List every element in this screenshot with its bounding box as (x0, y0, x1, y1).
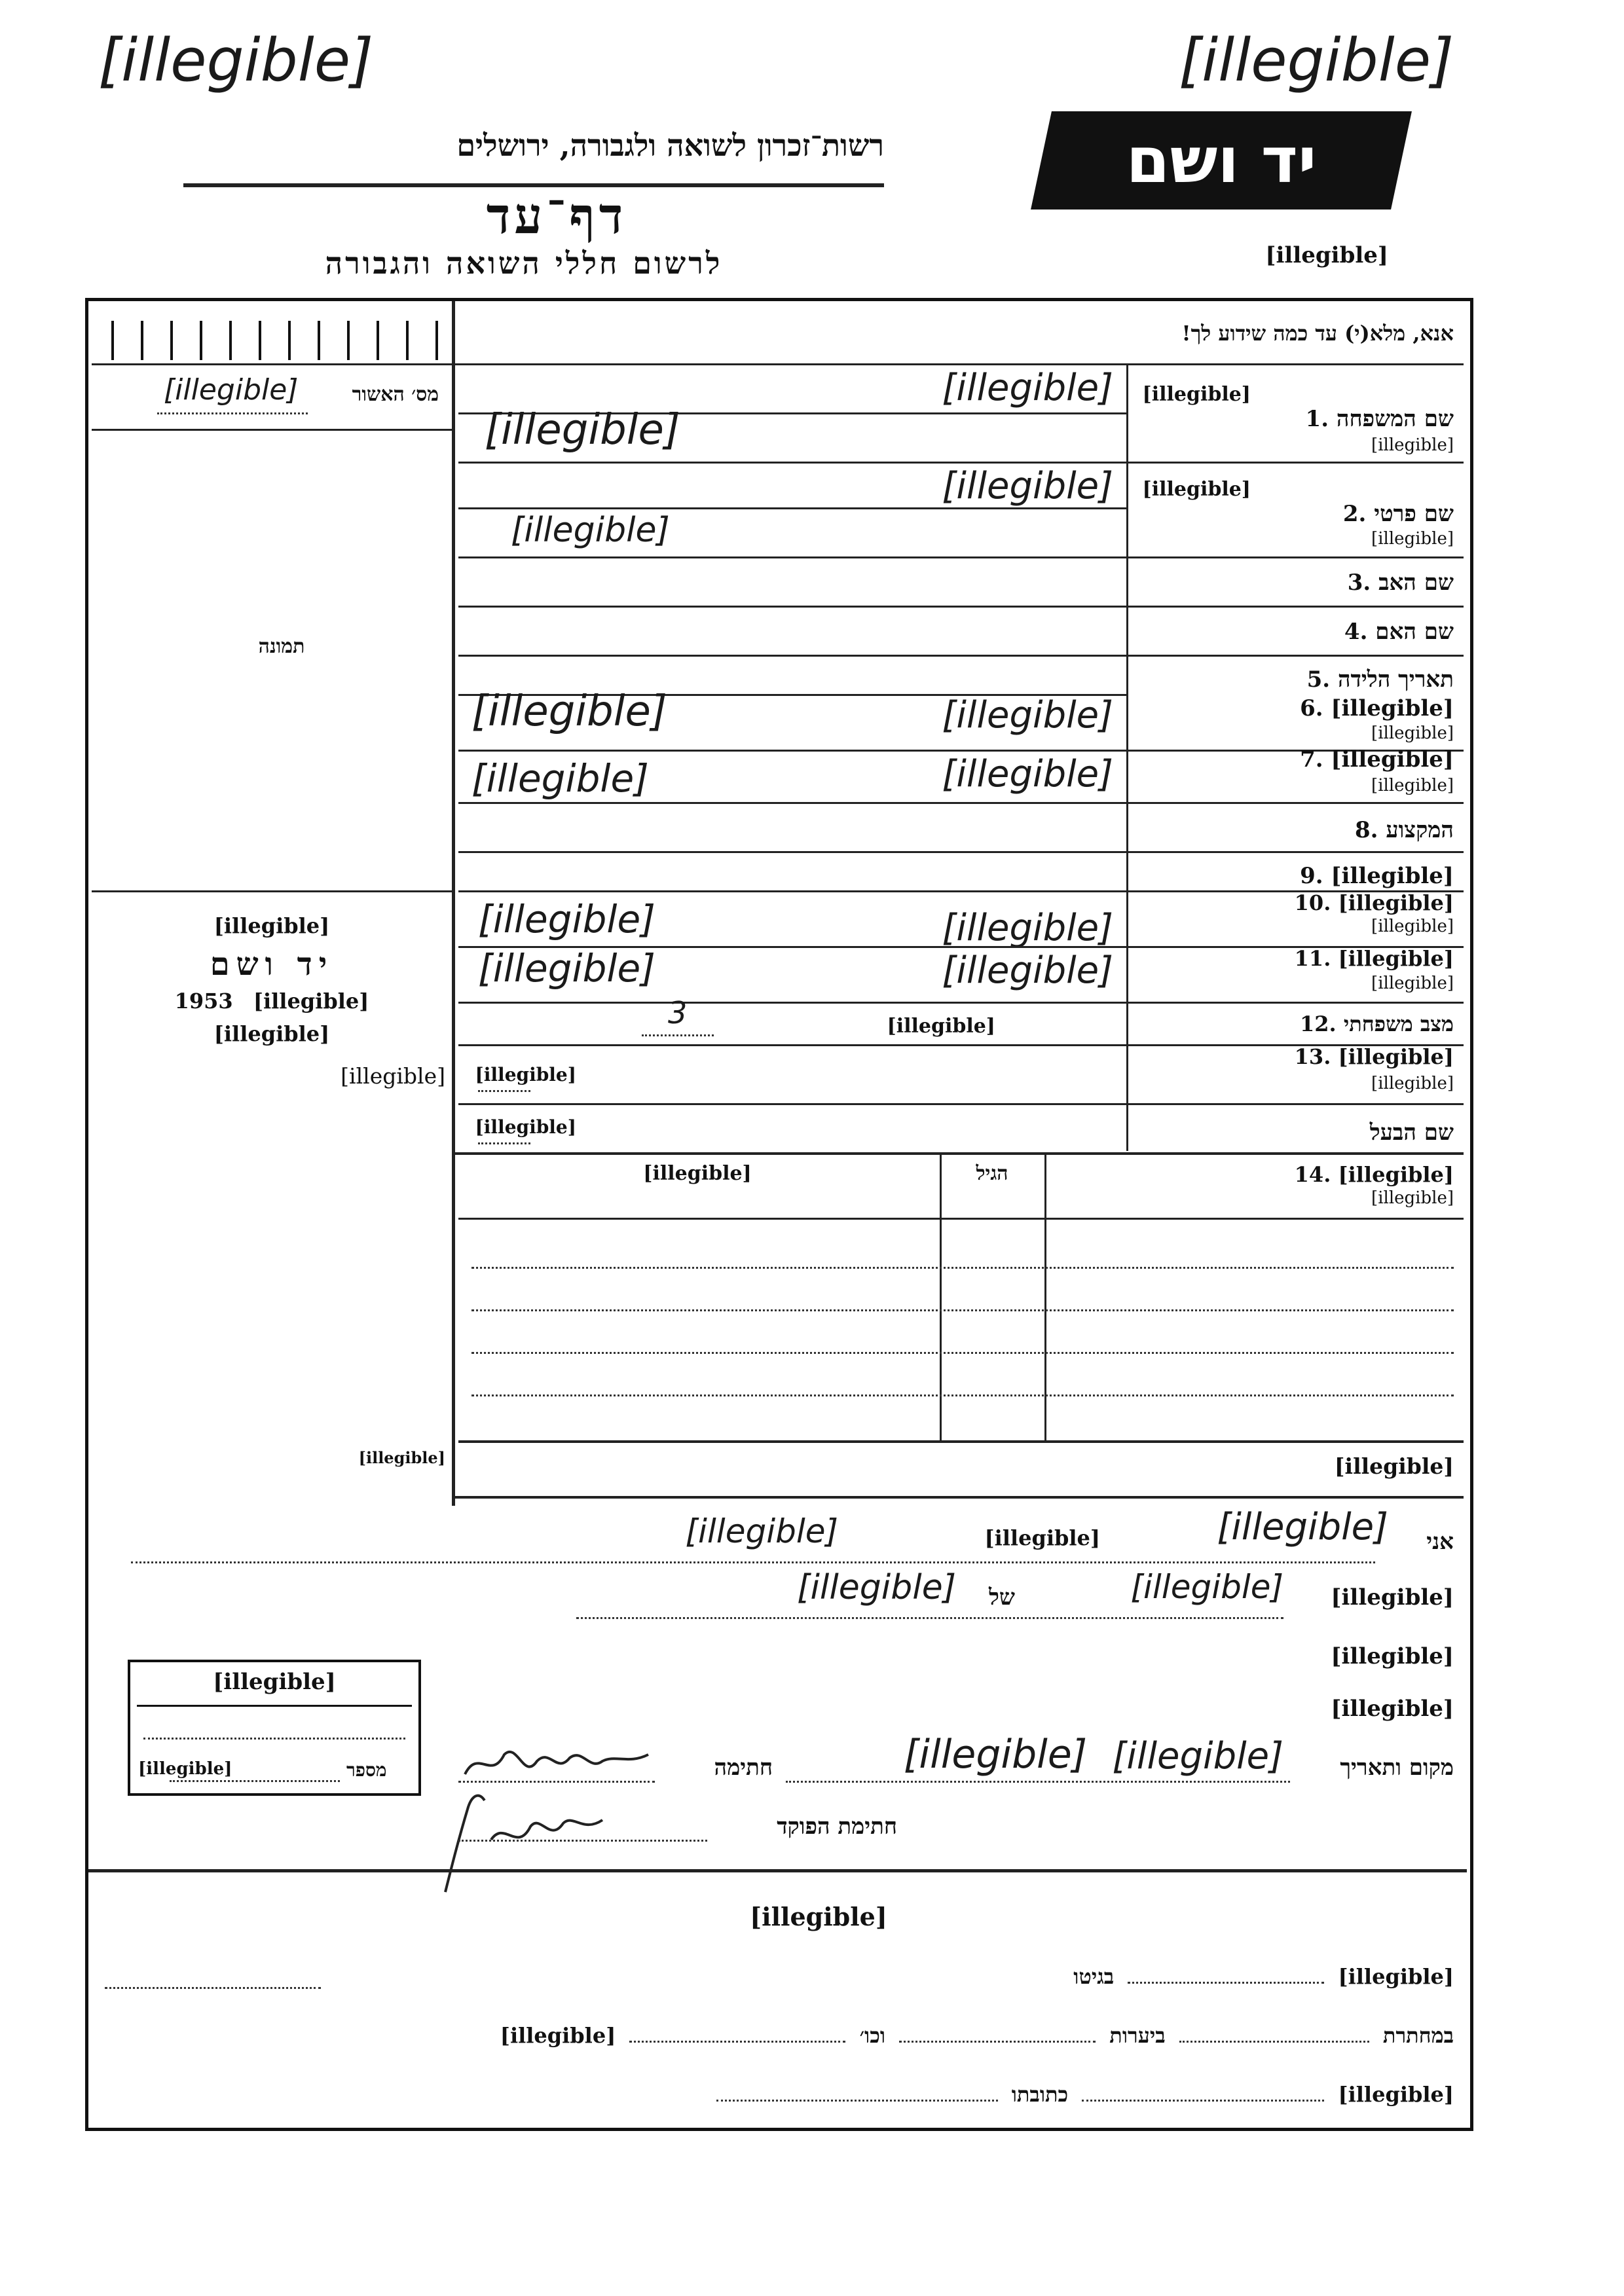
husband-age-label: [illegible] (475, 1116, 576, 1138)
husband-age-line (478, 1142, 530, 1144)
husband-rule (452, 1152, 1464, 1155)
f2-value-latin: [illegible] (511, 511, 670, 550)
bottom-line-3-dots-a (1082, 2100, 1324, 2102)
bottom-line-2-dots-c (629, 2041, 845, 2043)
law-year-number: 1953 (174, 989, 233, 1013)
bottom-line-2-b: ביערות (1109, 2023, 1166, 2048)
f2-value-hebrew: [illegible] (942, 465, 1113, 507)
children-col-age: הגיל (976, 1162, 1008, 1185)
f1-in-hebrew: [illegible] (1142, 383, 1251, 406)
f2-in-hebrew: [illegible] (1142, 478, 1251, 501)
approval-underline (157, 412, 308, 414)
f7-sub: [illegible] (1371, 776, 1454, 795)
bottom-line-2 (98, 2023, 1454, 2048)
photo-bottom-rule (92, 890, 452, 892)
decl-relative-label: [illegible] (1331, 1584, 1454, 1611)
handwritten-archive-number-right: [illegible] (1179, 26, 1454, 95)
decl-date-line (786, 1781, 1290, 1783)
decl-signature-label: חתימה (714, 1755, 773, 1781)
intro-line: אנא, מלא(י) עד כמה שידוע לך! (1181, 321, 1454, 346)
logo-text: יד ושם (1126, 124, 1317, 197)
f9-label: [illegible] .9 (1300, 863, 1454, 889)
decl-relative-value: [illegible] (1130, 1568, 1283, 1606)
citizenship-title: [illegible] (213, 1669, 336, 1695)
f6-value-hebrew: [illegible] (942, 694, 1113, 737)
decl-line-2 (576, 1617, 1283, 1619)
f10-value-hebrew: [illegible] (942, 907, 1113, 949)
f11-sub: [illegible] (1371, 974, 1454, 993)
f1-value-latin: [illegible] (485, 406, 680, 454)
bottom-line-2-a: במחתרת (1382, 2023, 1454, 2048)
f12-options: [illegible] (887, 1015, 995, 1038)
note-rule (452, 1496, 1464, 1499)
f11-rule (458, 1002, 1464, 1004)
bottom-line-3-b: כתובתו (1011, 2082, 1069, 2107)
f8-label: המקצוע .8 (1354, 817, 1454, 843)
bottom-line-1 (308, 1964, 1454, 1989)
label-column-divider (1126, 365, 1128, 1151)
bottom-line-3-dots-b (716, 2100, 998, 2102)
note-text: [illegible] (1334, 1453, 1454, 1479)
header-address: [illegible] (1265, 242, 1388, 268)
f7-rule-a (458, 802, 1464, 804)
f1-value-hebrew: [illegible] (942, 367, 1113, 409)
law-source: [illegible] (358, 1448, 445, 1467)
f3-label: שם האב .3 (1347, 570, 1454, 596)
f12-children-line (642, 1034, 714, 1036)
law-text: [illegible] (341, 1063, 445, 1089)
decl-of-label: של (989, 1584, 1015, 1611)
f8-rule (1126, 851, 1464, 853)
children-row-3 (471, 1352, 1454, 1354)
intro-rule (452, 363, 1464, 365)
form-subtitle: לרשום חללי השואה והגבורה (325, 246, 723, 281)
law-heading: [illegible] (213, 913, 330, 938)
f13-sub: [illegible] (1371, 1074, 1454, 1093)
f13-age-label: [illegible] (475, 1064, 576, 1085)
husband-label: שם הבעל (1369, 1120, 1454, 1146)
approval-label: מס׳ האשור (352, 383, 439, 406)
photo-label: תמונה (258, 635, 305, 658)
f6-value-latin: [illegible] (471, 687, 667, 736)
f3-rule (458, 606, 1464, 608)
decl-i-value: [illegible] (1217, 1506, 1388, 1548)
yad-vashem-logo (1031, 111, 1412, 210)
tick-marks (111, 321, 439, 360)
decl-official-signature-label: חתימת הפוקד (777, 1813, 897, 1840)
decl-i-label: אני (1426, 1529, 1454, 1555)
children-col-divider-2 (940, 1152, 942, 1440)
f10-sub: [illegible] (1371, 917, 1454, 936)
decl-place-value: [illegible] (1112, 1735, 1283, 1777)
f13-label: [illegible] .13 (1294, 1044, 1454, 1069)
f1-rule-b (458, 462, 1464, 464)
bottom-line-3-a: [illegible] (1338, 2082, 1454, 2107)
decl-residing-label: [illegible] (984, 1525, 1100, 1550)
children-row-4 (471, 1394, 1454, 1396)
f2-sub: [illegible] (1371, 529, 1454, 549)
bottom-line-2-dots-b (899, 2041, 1096, 2043)
bottom-line-3 (458, 2082, 1454, 2107)
f7-value-latin: [illegible] (471, 756, 649, 801)
f10-label: [illegible] .10 (1294, 890, 1454, 915)
children-col-place: [illegible] (643, 1162, 752, 1185)
decl-line-1 (131, 1561, 1375, 1563)
decl-place-date-label: מקום ותאריך (1340, 1755, 1454, 1781)
tick-base (92, 363, 452, 365)
f1-sub: [illegible] (1371, 435, 1454, 455)
f11-value-latin: [illegible] (478, 946, 655, 991)
law-year-hebrew: [illegible] (253, 989, 369, 1013)
f5-label: תאריך הלידה .5 (1306, 666, 1454, 693)
f12-children-count: 3 (668, 995, 688, 1030)
children-row-2 (471, 1309, 1454, 1311)
f2-rule-b (458, 556, 1464, 558)
approval-number: [illegible] (164, 373, 299, 407)
bottom-line-1-text: [illegible] (1338, 1964, 1454, 1989)
law-name: יד ושם (210, 946, 334, 983)
citizenship-line-2 (170, 1780, 340, 1782)
f7-rule-b (458, 851, 1126, 853)
f11-label: [illegible] .11 (1294, 946, 1454, 971)
bottom-line-2-dots-a (1179, 2041, 1369, 2043)
decl-statement: [illegible] (1331, 1643, 1454, 1669)
f12-label: מצב משפחתי .12 (1300, 1011, 1454, 1036)
handwritten-archive-number-left: [illegible] (98, 26, 374, 95)
decl-date-value: [illegible] (904, 1732, 1088, 1777)
f2-rule-a (458, 507, 1126, 509)
form-title: דף־עד (486, 187, 627, 245)
f7-value-hebrew: [illegible] (942, 753, 1113, 795)
f1-label: שם המשפחה .1 (1305, 406, 1454, 432)
bottom-line-2-end: [illegible] (500, 2023, 616, 2048)
children-bottom-rule (458, 1440, 1464, 1443)
children-heading: [illegible] .14 (1294, 1162, 1454, 1187)
authority-name: רשות־זכרון לשואה ולגבורה, ירושלים (456, 128, 884, 163)
f4-label: שם האם .4 (1344, 619, 1454, 645)
bottom-line-1-trailing (105, 1987, 321, 1989)
decl-residing-value: [illegible] (685, 1512, 838, 1550)
citizenship-no-label: [illegible] (138, 1759, 232, 1779)
law-year (98, 989, 445, 1013)
left-column-divider (452, 301, 455, 1506)
f13-age-line (478, 1090, 530, 1092)
citizenship-title-rule (137, 1705, 412, 1707)
approval-bottom-rule (92, 429, 452, 431)
bottom-section-rule (88, 1869, 1467, 1872)
f4-rule (458, 655, 1464, 657)
children-header-rule (458, 1218, 1464, 1220)
law-section: [illegible] (213, 1021, 330, 1046)
decl-of-value: [illegible] (797, 1568, 956, 1607)
children-heading-sub: [illegible] (1371, 1188, 1454, 1208)
children-col-divider-1 (1044, 1152, 1046, 1440)
citizenship-number-label: מספר (346, 1759, 387, 1781)
decl-official-signature-line (458, 1840, 707, 1842)
children-row-1 (471, 1267, 1454, 1269)
f6-sub: [illegible] (1371, 723, 1454, 743)
f2-label: שם פרטי .2 (1342, 501, 1454, 527)
citizenship-box (128, 1660, 421, 1796)
bottom-line-1-end: בגיטו (1073, 1964, 1115, 1989)
citizenship-line-1 (143, 1738, 405, 1740)
f13-rule (458, 1103, 1464, 1105)
f7-label: [illegible] .7 (1300, 746, 1454, 773)
decl-request: [illegible] (1331, 1696, 1454, 1722)
bottom-line-2-c: וכו׳ (859, 2023, 886, 2048)
f6-label: [illegible] .6 (1300, 695, 1454, 721)
f10-value-latin: [illegible] (478, 897, 655, 941)
bottom-line-1-dots (1128, 1982, 1324, 1984)
f11-value-hebrew: [illegible] (942, 949, 1113, 992)
bottom-notice: [illegible] (750, 1902, 887, 1931)
